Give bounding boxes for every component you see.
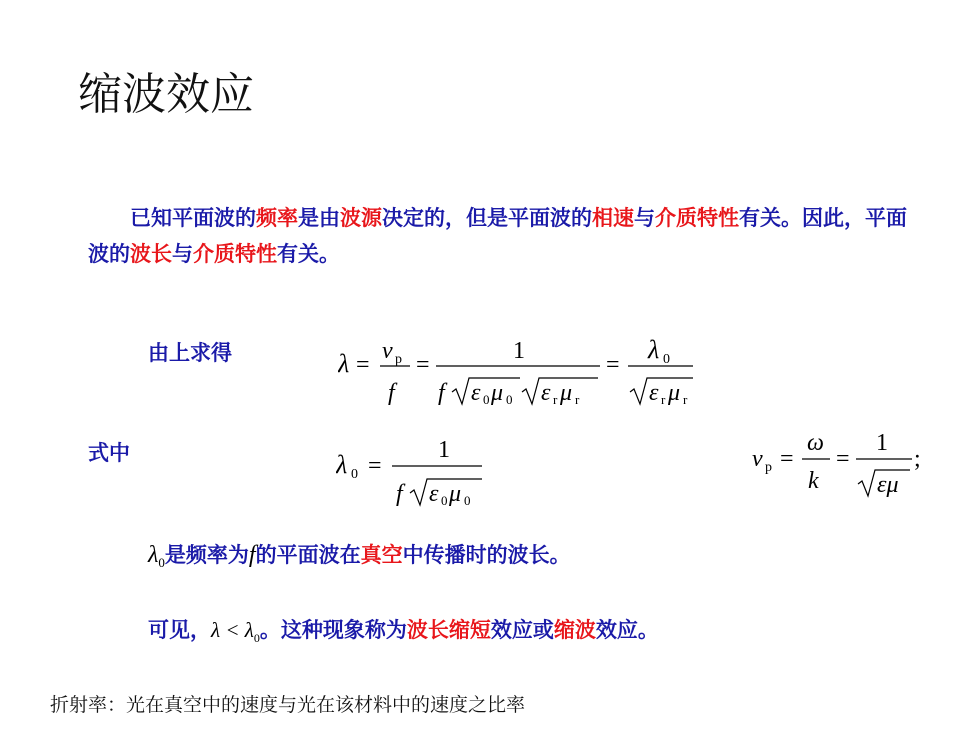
svg-text:=: = — [356, 352, 370, 378]
lambda0-explanation — [148, 537, 968, 581]
svg-text:r: r — [661, 392, 666, 407]
explanation-text: 的平面波在 — [255, 543, 361, 567]
svg-text:εμ: εμ — [877, 472, 899, 498]
svg-text:μ: μ — [491, 380, 504, 406]
svg-text:r: r — [683, 392, 688, 407]
svg-text:r: r — [553, 392, 558, 407]
wavelength-formula — [338, 328, 698, 418]
svg-text:f: f — [396, 481, 403, 507]
intro-text: 是由 — [298, 206, 340, 230]
where-label: 式中 — [88, 441, 130, 465]
highlight-wavelength: 波长 — [130, 242, 172, 266]
frequency-symbol: f — [248, 542, 256, 568]
vacuum-wavelength-formula — [336, 425, 496, 515]
lambda-subscript: 0 — [158, 555, 165, 571]
svg-text:ε: ε — [429, 481, 439, 507]
highlight-wavelength-shortening: 波长缩短 — [406, 618, 491, 642]
highlight-wave-shrinking: 缩波 — [553, 618, 596, 642]
highlight-phase-velocity: 相速 — [592, 206, 634, 230]
svg-text:μ: μ — [449, 481, 462, 507]
svg-text:1: 1 — [438, 437, 450, 463]
svg-text:=: = — [836, 446, 850, 472]
svg-text:μ: μ — [668, 380, 681, 406]
svg-text:ω: ω — [807, 430, 824, 456]
svg-text:ε: ε — [541, 380, 551, 406]
svg-text:1: 1 — [513, 338, 525, 364]
conclusion-text: 效应。 — [595, 618, 659, 642]
svg-text:=: = — [368, 453, 382, 479]
svg-text:ε: ε — [649, 380, 659, 406]
intro-text: 决定的，但是平面波的 — [382, 206, 592, 230]
conclusion-text: 可见， — [148, 618, 211, 642]
intro-paragraph — [88, 200, 908, 272]
svg-text:;: ; — [914, 446, 921, 472]
highlight-vacuum: 真空 — [360, 543, 403, 567]
highlight-medium-property: 介质特性 — [193, 242, 277, 266]
svg-text:=: = — [780, 446, 794, 472]
svg-text:v: v — [752, 446, 763, 472]
intro-text: 与 — [634, 206, 655, 230]
highlight-frequency: 频率 — [256, 206, 298, 230]
svg-text:=: = — [416, 352, 430, 378]
svg-text:k: k — [808, 468, 819, 494]
svg-text:λ: λ — [336, 450, 348, 479]
conclusion-line — [148, 612, 968, 656]
svg-text:f: f — [438, 380, 445, 406]
svg-text:0: 0 — [464, 493, 471, 508]
phase-velocity-formula — [752, 418, 932, 503]
svg-text:p: p — [765, 460, 772, 475]
footnote: 折射率：光在真空中的速度与光在该材料中的速度之比率 — [50, 694, 526, 716]
svg-text:μ: μ — [560, 380, 573, 406]
conclusion-text: 。这种现象称为 — [259, 618, 407, 642]
svg-text:v: v — [382, 338, 393, 364]
svg-text:0: 0 — [663, 352, 670, 367]
svg-text:1: 1 — [876, 430, 888, 456]
svg-text:0: 0 — [441, 493, 448, 508]
conclusion-text: 效应或 — [490, 618, 554, 642]
svg-text:f: f — [388, 380, 395, 406]
inequality: λ < λ — [211, 618, 254, 642]
highlight-wave-source: 波源 — [340, 206, 382, 230]
svg-text:0: 0 — [506, 392, 513, 407]
svg-text:r: r — [575, 392, 580, 407]
svg-text:λ: λ — [338, 349, 350, 378]
svg-text:0: 0 — [351, 467, 358, 482]
intro-text: 有关。 — [277, 242, 340, 266]
slide-title: 缩波效应 — [78, 69, 254, 120]
inequality-subscript: 0 — [253, 631, 260, 646]
svg-text:λ: λ — [648, 335, 660, 364]
explanation-text: 是频率为 — [164, 543, 249, 567]
derive-label: 由上求得 — [148, 341, 232, 365]
intro-text: 与 — [172, 242, 193, 266]
svg-text:p: p — [395, 352, 402, 367]
highlight-medium-property: 介质特性 — [655, 206, 739, 230]
intro-text: 有关。因此，平面波的 — [88, 206, 907, 266]
svg-text:=: = — [606, 352, 620, 378]
lambda-symbol: λ — [148, 542, 159, 568]
svg-text:0: 0 — [483, 392, 490, 407]
svg-text:ε: ε — [471, 380, 481, 406]
explanation-text: 中传播时的波长。 — [402, 543, 571, 567]
intro-text: 已知平面波的 — [130, 206, 256, 230]
